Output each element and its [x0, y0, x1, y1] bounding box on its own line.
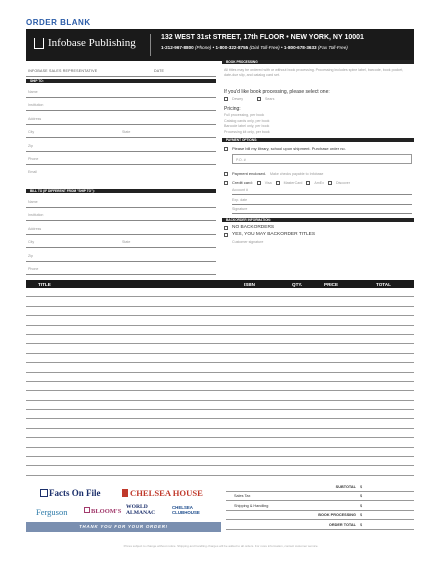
summary-label: Shipping & Handling: [234, 503, 269, 508]
table-row[interactable]: [26, 307, 414, 316]
order-blank-title: ORDER BLANK: [26, 18, 91, 27]
mastercard-checkbox[interactable]: [276, 181, 280, 185]
summary-row-subtotal[interactable]: [226, 482, 414, 492]
col-total: TOTAL: [376, 281, 391, 287]
no-backorders-option[interactable]: [224, 225, 412, 230]
amex-label: AmEx: [314, 180, 324, 185]
book-processing-bar: BOOK PROCESSING: [222, 60, 414, 64]
ship-institution-label: Institution: [28, 103, 44, 107]
table-row[interactable]: [26, 419, 414, 428]
visa-label: Visa: [264, 180, 272, 185]
table-row[interactable]: [26, 391, 414, 400]
table-row[interactable]: [26, 335, 414, 344]
bill-address-label: Address: [28, 227, 42, 231]
rep-label: INFOBASE SALES REPRESENTATIVE: [28, 69, 98, 73]
summary-label: BOOK PROCESSING: [318, 513, 356, 517]
toll-free-number: 1-800-322-8755: [215, 45, 249, 50]
ship-phone-field[interactable]: [26, 164, 216, 165]
bill-city-label: City: [28, 240, 35, 244]
company-address: 132 WEST 31st STREET, 17th FLOOR • NEW YORK, NY 10001: [161, 34, 364, 41]
no-backorders-checkbox[interactable]: [224, 226, 228, 230]
dewey-label: Dewey: [232, 97, 243, 101]
table-row[interactable]: [26, 326, 414, 335]
credit-label: Credit card:: [232, 180, 253, 186]
bill-checkbox[interactable]: [224, 147, 228, 151]
pricing-label: Pricing:: [224, 106, 241, 112]
summary-label: Sales Tax: [234, 494, 251, 498]
summary-row-tax[interactable]: [226, 492, 414, 502]
yes-backorder-checkbox[interactable]: [224, 233, 228, 237]
processing-options: [224, 97, 414, 101]
processing-select-label: If you'd like book processing, please select one:: [224, 89, 330, 95]
pricing-list: [224, 113, 414, 135]
brand-logos: [26, 482, 221, 520]
enclosed-checkbox[interactable]: [224, 172, 228, 176]
ship-phone-label: Phone: [28, 157, 39, 161]
mastercard-label: MasterCard: [283, 180, 303, 185]
blooms-icon: [84, 507, 90, 513]
bill-zip-label: Zip: [28, 254, 33, 258]
company-logo: [34, 37, 136, 49]
company-name: Infobase Publishing: [48, 37, 136, 49]
fax-label: (Fax Toll-Free): [317, 45, 348, 50]
bill-name-label: Name: [28, 200, 38, 204]
header-bar: [26, 29, 414, 61]
ship-state-label: State: [122, 130, 131, 134]
summary-dollar: $: [360, 522, 363, 527]
bill-option-label: Please bill my library, school upon shipment. Purchase order no.: [232, 146, 346, 152]
table-row[interactable]: [26, 316, 414, 325]
table-row[interactable]: [26, 429, 414, 438]
checkmark-icon: [40, 489, 48, 497]
ship-name-field[interactable]: [26, 97, 216, 98]
account-label: Account #: [232, 188, 248, 193]
infobase-logo-icon: [34, 38, 44, 49]
sears-checkbox[interactable]: [257, 97, 261, 101]
thank-you-banner: THANK YOU FOR YOUR ORDER!: [26, 522, 221, 532]
account-field[interactable]: [232, 194, 412, 195]
table-row[interactable]: [26, 382, 414, 391]
pricing-line: Full processing, per book: [224, 113, 265, 117]
facts-on-file-logo: [40, 488, 101, 498]
card-fields: [232, 185, 414, 215]
order-table: [26, 280, 414, 476]
summary-label: SUBTOTAL: [335, 484, 356, 489]
discover-checkbox[interactable]: [328, 181, 332, 185]
summary-row-total[interactable]: [226, 520, 414, 530]
table-row[interactable]: [26, 373, 414, 382]
footer-note: Prices subject to change without notice. Shipping and handling charges will be added to all orders. For more information, contact customer service.: [123, 544, 319, 548]
bill-city-field[interactable]: [26, 247, 216, 248]
rep-line[interactable]: [26, 76, 216, 77]
credit-checkbox[interactable]: [224, 181, 228, 185]
ship-name-label: Name: [28, 90, 38, 94]
pricing-line: Barcode label only, per book: [224, 124, 270, 129]
table-row[interactable]: [26, 354, 414, 363]
ship-to-bar: SHIP TO:: [26, 79, 216, 83]
summary-dollar: $: [360, 494, 363, 498]
bill-to-fields: [26, 193, 216, 289]
exp-date-field[interactable]: [232, 204, 412, 205]
po-number-field[interactable]: [232, 154, 412, 164]
signature-field[interactable]: [232, 213, 412, 214]
company-phones: 1-212-967-8800 (Phone) • 1-800-322-8755 (Dial Toll-Free) • 1-800-678-3633 (Fax Toll-Free): [161, 45, 348, 50]
backorder-bar: BACKORDER INFORMATION:: [222, 218, 414, 222]
col-title: TITLE: [38, 281, 51, 287]
bill-phone-label: Phone: [28, 267, 39, 271]
house-icon: [122, 489, 128, 497]
col-price: PRICE: [324, 281, 339, 287]
payment-enclosed-option[interactable]: [224, 171, 412, 176]
bill-to-bar: BILL TO (IF DIFFERENT FROM "SHIP TO"):: [26, 189, 216, 193]
world-almanac-logo: WORLD ALMANAC: [126, 504, 156, 516]
table-row[interactable]: [26, 448, 414, 457]
table-header: [26, 280, 414, 288]
summary-label: ORDER TOTAL: [328, 522, 356, 527]
bill-option[interactable]: [224, 146, 412, 151]
header-divider: [150, 34, 151, 56]
rep-row: [26, 68, 216, 78]
table-row[interactable]: [26, 288, 414, 297]
ship-city-label: City: [28, 130, 35, 134]
bill-address-field[interactable]: [26, 234, 216, 235]
yes-backorder-option[interactable]: [224, 232, 412, 237]
bill-state-label: State: [122, 240, 131, 244]
sears-label: Sears: [265, 97, 275, 101]
exp-date-label: Exp. date: [232, 198, 248, 203]
table-row[interactable]: [26, 297, 414, 306]
payment-bar: PAYMENT OPTIONS:: [222, 138, 414, 142]
sears-option[interactable]: [257, 97, 274, 101]
summary-dollar: $: [360, 484, 363, 489]
bill-institution-label: Institution: [28, 213, 44, 217]
backorder-note: Customer signature: [232, 240, 264, 245]
chelsea-house-text: CHELSEA HOUSE: [130, 488, 203, 498]
enclosed-label: Payment enclosed.: [232, 171, 267, 177]
order-summary: [226, 482, 414, 530]
enclosed-note: Make checks payable to Infobase: [270, 171, 324, 176]
visa-checkbox[interactable]: [257, 181, 261, 185]
summary-dollar: $: [360, 513, 363, 517]
phone-number: 1-212-967-8800: [161, 45, 194, 50]
ship-zip-label: Zip: [28, 144, 33, 148]
fax-number: 1-800-678-3633: [283, 45, 317, 50]
blooms-text: BLOOM'S: [91, 508, 122, 515]
chelsea-house-logo: [122, 488, 203, 498]
bill-zip-field[interactable]: [26, 261, 216, 262]
bill-phone-field[interactable]: [26, 274, 216, 275]
chelsea-clubhouse-logo: CHELSEA CLUBHOUSE: [172, 505, 200, 515]
facts-on-file-text: Facts On File: [49, 488, 101, 498]
pricing-line: Processing kit only, per book: [224, 129, 270, 134]
right-form: [222, 60, 414, 244]
left-form: [26, 68, 216, 289]
amex-checkbox[interactable]: [306, 181, 310, 185]
ship-institution-field[interactable]: [26, 110, 216, 111]
summary-dollar: $: [360, 503, 363, 508]
ship-zip-field[interactable]: [26, 151, 216, 152]
ship-to-fields: [26, 83, 216, 179]
table-row[interactable]: [26, 457, 414, 466]
summary-row-processing[interactable]: [226, 511, 414, 521]
table-row[interactable]: [26, 363, 414, 372]
book-processing-desc: All titles may be ordered with or without book processing. Processing includes spine label, barcode, book pocket, date-due slip, and catalog card set.: [224, 68, 404, 77]
no-backorders-label: NO BACKORDERS: [232, 225, 275, 231]
col-isbn: ISBN: [244, 281, 255, 287]
dewey-checkbox[interactable]: [224, 97, 228, 101]
table-row[interactable]: [26, 438, 414, 447]
ship-email-label: Email: [28, 170, 37, 174]
bill-institution-field[interactable]: [26, 220, 216, 221]
discover-label: Discover: [336, 180, 350, 185]
phone-label: (Phone): [194, 45, 212, 50]
ferguson-logo: Ferguson: [36, 507, 68, 517]
table-row[interactable]: [26, 401, 414, 410]
date-label: DATE: [154, 69, 165, 73]
blooms-logo: [84, 507, 121, 515]
table-row[interactable]: [26, 344, 414, 353]
ship-address-label: Address: [28, 117, 42, 121]
table-row[interactable]: [26, 410, 414, 419]
signature-label: Signature: [232, 207, 248, 212]
yes-backorder-label: YES, YOU MAY BACKORDER TITLES: [232, 232, 316, 238]
col-qty: QTY.: [292, 281, 303, 287]
toll-free-label: (Dial Toll-Free): [249, 45, 280, 50]
table-row[interactable]: [26, 466, 414, 475]
ship-address-field[interactable]: [26, 124, 216, 125]
bill-name-field[interactable]: [26, 207, 216, 208]
ship-city-field[interactable]: [26, 137, 216, 138]
table-body: [26, 288, 414, 476]
po-label: P.O. #: [236, 157, 246, 162]
dewey-option[interactable]: [224, 97, 243, 101]
pricing-line: Catalog cards only, per book: [224, 118, 270, 123]
summary-row-shipping[interactable]: [226, 501, 414, 511]
